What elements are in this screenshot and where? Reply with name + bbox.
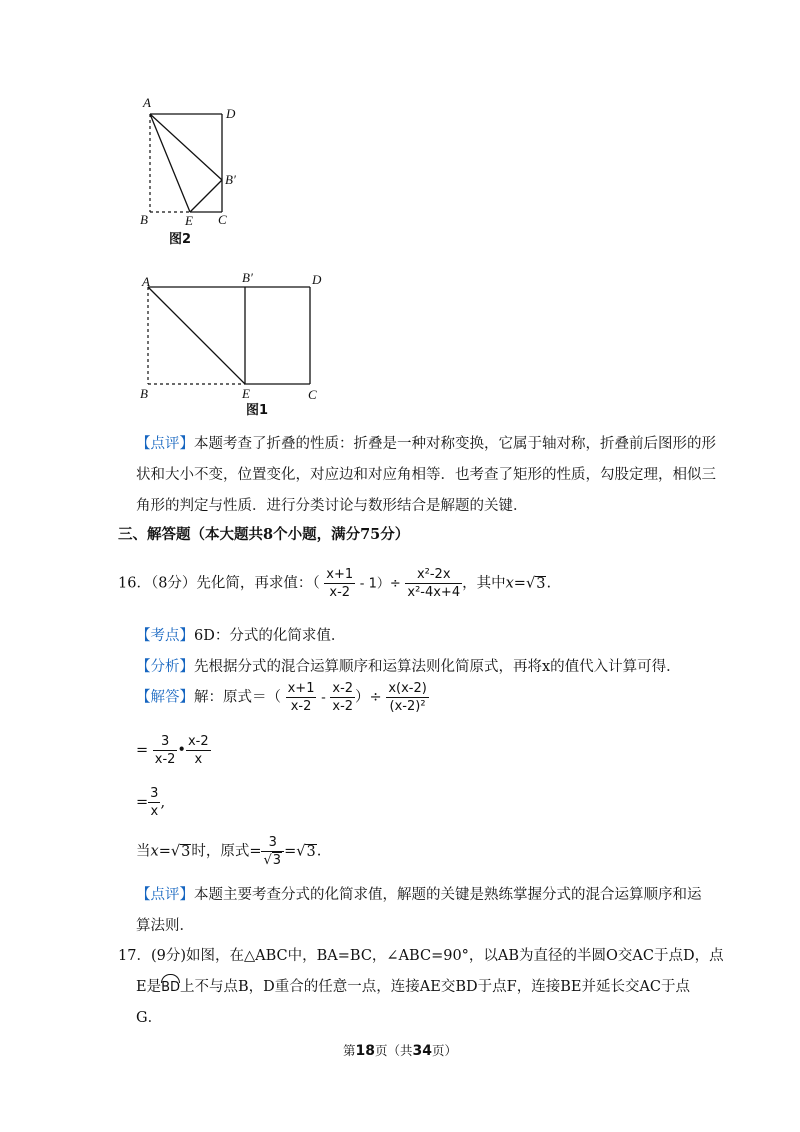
footer-pre: 第: [342, 1043, 356, 1058]
fig1-label-a: A: [142, 274, 150, 289]
s4-sqrt2: 3: [306, 843, 316, 860]
dianping-text: 本题主要考查分式的化简求值，解题的关键是熟练掌握分式的混合运算顺序和运: [194, 887, 702, 903]
review15-line1: [136, 432, 716, 453]
s1-frac2: [330, 680, 355, 715]
q16-statement: 16．（8分）先化简，再求值：（ $\frac{x+1}{x-2}$ - 1）÷ $\frac{\text{x²-2x}}{\text{x²-4x+4}}$ ，其中x=√3.: [118, 567, 552, 600]
s2-frac2-den: x: [194, 752, 203, 767]
kaodian-text: 6D：分式的化简求值．: [194, 628, 346, 644]
figure-2: [130, 92, 260, 247]
s1-frac2-den: x-2: [332, 699, 354, 714]
q16-frac1: [324, 566, 355, 601]
s4-frac-num: 3: [261, 834, 284, 852]
fig2-label-b: B: [140, 212, 148, 227]
s4-frac-den: √3: [263, 853, 282, 868]
q16-kaodian: [136, 624, 345, 645]
s4-eq2: =: [284, 843, 297, 860]
review-text: 本题考查了折叠的性质：折叠是一种对称变换，它属于轴对称，折叠前后图形的形: [194, 436, 716, 452]
fig2-caption: 图2: [169, 232, 192, 247]
q16-sqrt: 3: [536, 575, 546, 592]
s4-sqrt: 3: [181, 843, 191, 860]
jieda-tag: 【解答】: [136, 689, 194, 706]
q17-line2b: 上不与点B，D重合的任意一点，连接AE交BD于点F，连接BE并延长交AC于点: [180, 979, 691, 995]
q16-frac1-den: x-2: [329, 585, 351, 600]
q16-dianping-line2: 算法则．: [136, 918, 194, 934]
fig1-label-b-prime: B′: [242, 270, 253, 285]
footer-post: 页）: [431, 1043, 457, 1058]
fig1-label-d: D: [312, 272, 322, 287]
s4-when: 当: [136, 843, 151, 860]
kaodian-tag: 【考点】: [136, 628, 194, 644]
q16-jieda-line: [136, 680, 429, 715]
footer-page: 18: [355, 1043, 375, 1059]
footer-mid: 页（共: [374, 1043, 413, 1058]
q16-minus-one: - 1）÷: [359, 576, 401, 592]
review15-line2: 状和大小不变，位置变化，对应边和对应角相等．也考查了矩形的性质，勾股定理，相似三: [136, 467, 716, 483]
q16-step3: [136, 785, 165, 820]
dianping-tag: 【点评】: [136, 887, 194, 903]
q16-number: 16．: [118, 575, 151, 592]
q17-line2: [136, 975, 690, 996]
fig1-label-c: C: [308, 387, 317, 402]
q17-line2a: E是: [136, 979, 162, 995]
q17-line3: G．: [136, 1010, 163, 1026]
q16-step4: 当x=√3时，原式= $\frac{3}{√3}$ =√3.: [136, 835, 322, 868]
s2-frac1-num: 3: [153, 733, 178, 751]
q16-score: （8分）先化简，再求值：: [150, 575, 313, 592]
fig1-label-e: E: [242, 386, 250, 401]
s2-frac1: [153, 733, 178, 768]
fig2-label-e: E: [185, 213, 193, 228]
fig1-caption: 图1: [246, 403, 269, 418]
s4-eq1: =: [158, 843, 171, 860]
fig1-label-b: B: [140, 386, 148, 401]
s3-comma: ,: [160, 794, 166, 811]
fig2-ab-prime: [150, 114, 222, 180]
fig1-ae: [148, 287, 245, 384]
arc-bd: [161, 976, 180, 995]
fenxi-tag: 【分析】: [136, 659, 194, 675]
s2-frac2: [186, 733, 211, 768]
page-footer: [0, 1041, 800, 1059]
s1-frac1-den: x-2: [290, 699, 312, 714]
s1-frac3: [386, 680, 429, 715]
s4-frac: [261, 834, 284, 869]
s1-div: ）÷: [355, 689, 382, 706]
section-title: 三、解答题（本大题共8个小题，满分75分）: [118, 526, 410, 543]
s1-frac2-num: x-2: [332, 681, 354, 696]
review15-line3: 角形的判定与性质．进行分类讨论与数形结合是解题的关键．: [136, 498, 528, 514]
jieda-text: 解：原式＝（: [194, 689, 281, 706]
q16-paren: （: [312, 575, 320, 592]
q16-frac2-num: x²-2x: [405, 566, 462, 584]
s1-frac3-num: x(x-2): [388, 681, 427, 696]
figure-1: [130, 272, 330, 397]
q16-eq: =: [513, 575, 526, 592]
fig2-label-a: A: [143, 95, 151, 110]
s3-frac: [148, 785, 160, 820]
q16-x: x: [505, 575, 514, 592]
s4-frac-den-sqrt: 3: [272, 853, 282, 868]
fig2-label-c: C: [218, 212, 227, 227]
s1-minus: -: [321, 690, 326, 706]
s3-frac-num: 3: [150, 786, 159, 801]
s1-frac1: [286, 680, 317, 715]
fenxi-text: 先根据分式的混合运算顺序和运算法则化简原式，再将x的值代入计算可得．: [194, 659, 681, 675]
fig2-eb-prime: [190, 180, 222, 212]
q17-line1: 17．(9分)如图，在△ABC中，BA=BC，∠ABC=90°，以AB为直径的半圆O交AC于点D，点: [118, 948, 724, 964]
s4-mid: 时，原式=: [191, 843, 262, 860]
q16-frac1-num: x+1: [326, 567, 354, 582]
q16-frac2: [405, 566, 462, 601]
q16-fenxi: [136, 655, 681, 676]
s3-eq: =: [136, 794, 149, 811]
s1-frac3-den: (x-2)²: [389, 699, 426, 714]
arc-label: BD: [161, 980, 181, 995]
review-tag: 【点评】: [136, 436, 194, 452]
s4-period: .: [316, 843, 322, 860]
fig2-ae: [150, 114, 190, 212]
q16-tail: ，其中: [462, 575, 506, 592]
s4-x: x: [150, 843, 159, 860]
fig2-label-d: D: [226, 106, 236, 121]
s2-frac2-num: x-2: [187, 734, 209, 749]
fig2-label-b-prime: B′: [225, 172, 236, 187]
footer-total: 34: [412, 1043, 432, 1059]
s2-frac1-den: x-2: [154, 752, 176, 767]
q16-period: .: [546, 575, 552, 592]
s1-frac1-num: x+1: [287, 681, 315, 696]
arc-icon: [161, 974, 180, 983]
q16-dianping-line1: [136, 883, 702, 904]
q16-frac2-den: x²-4x+4: [407, 585, 461, 600]
s2-dot: •: [177, 742, 186, 759]
s2-eq: =: [136, 742, 149, 759]
s3-frac-den: x: [150, 804, 159, 819]
q16-step2: [136, 733, 211, 768]
